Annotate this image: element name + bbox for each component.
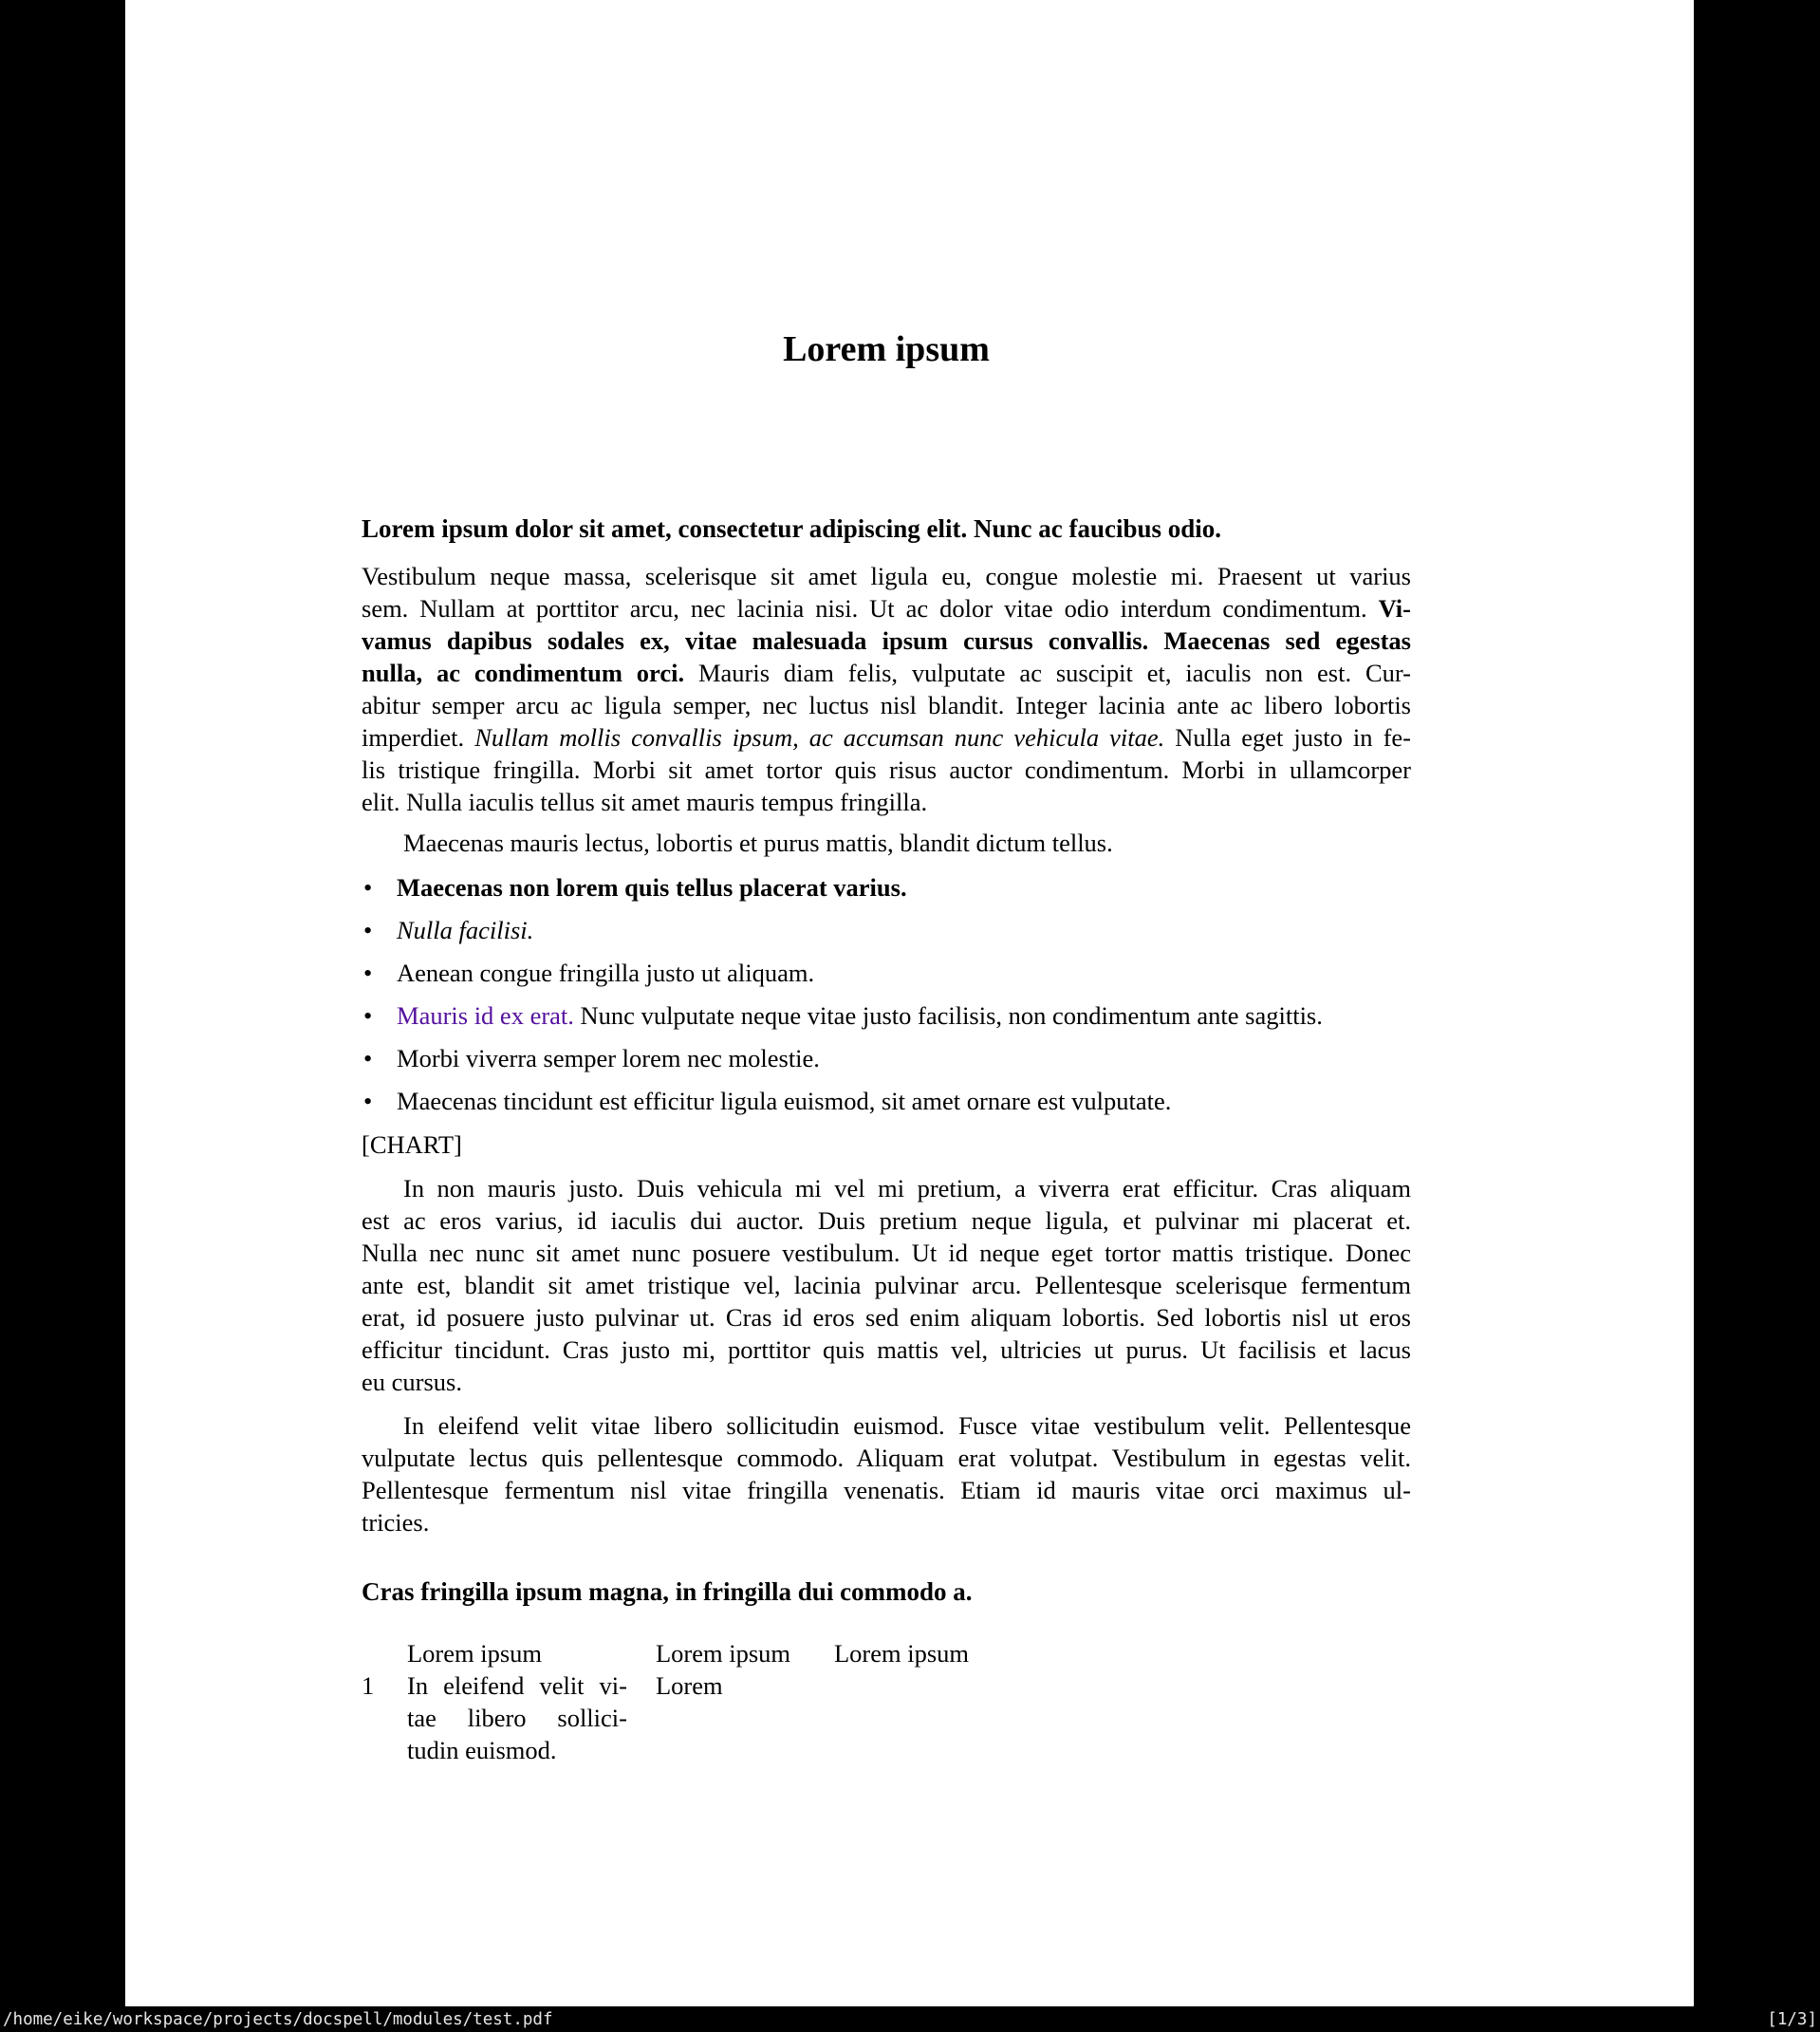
text-run: tae libero sollici- [407, 1704, 627, 1732]
inline-link[interactable]: Mauris id ex erat. [397, 1001, 574, 1030]
table-header-cell-2: Lorem ipsum [656, 1639, 791, 1668]
table-header-cell-1: Lorem ipsum [407, 1639, 543, 1668]
text-line [362, 754, 1411, 786]
text-run: Nulla facilisi. [397, 916, 534, 944]
status-file-path: /home/eike/workspace/projects/docspell/modules/test.pdf [3, 2009, 553, 2029]
status-bar [0, 2006, 1820, 2032]
text-run: elit. Nulla iaculis tellus sit amet mauris tempus fringilla. [362, 788, 928, 816]
text-line [362, 560, 1411, 592]
bullet-icon: • [363, 873, 373, 902]
text-line [362, 721, 1411, 754]
text-run: efficitur tincidunt. Cras justo mi, porttitor quis mattis vel, ultricies ut purus. Ut facilisis et lacus [362, 1335, 1411, 1364]
text-run: ante est, blandit sit amet tristique vel, lacinia pulvinar arcu. Pellentesque scelerisque fermentum [362, 1271, 1411, 1299]
text-line [362, 1366, 1411, 1398]
text-run: nulla, ac condimentum orci. [362, 659, 685, 687]
bullet-list [362, 871, 1411, 1117]
bullet-icon: • [363, 1044, 373, 1072]
text-run: tudin euismod. [407, 1736, 557, 1764]
text-run: erat, id posuere justo pulvinar ut. Cras id eros sed enim aliquam lobortis. Sed lobortis nisl ut eros [362, 1303, 1411, 1332]
text-line [362, 1333, 1411, 1366]
text-run: Mauris diam felis, vulputate ac suscipit et, iaculis non est. Cur- [684, 659, 1411, 687]
text-line [362, 1442, 1411, 1474]
text-run: lis tristique fringilla. Morbi sit amet tortor quis risus auctor condimentum. Morbi in ullamcorper [362, 755, 1411, 784]
text-run: Vi- [1378, 594, 1411, 623]
section-heading-2: Cras fringilla ipsum magna, in fringilla dui commodo a. [362, 1577, 973, 1606]
text-line [362, 1172, 1411, 1204]
table-cell-row-number: 1 [362, 1671, 375, 1700]
section-heading-1: Lorem ipsum dolor sit amet, consectetur adipiscing elit. Nunc ac faucibus odio. [362, 514, 1222, 543]
text-line [362, 1204, 1411, 1237]
text-line [362, 689, 1411, 721]
bullet-item [362, 1085, 1411, 1117]
text-line [362, 1301, 1411, 1333]
paragraph-2 [362, 1172, 1411, 1398]
text-line [362, 1237, 1411, 1269]
text-run: Vestibulum neque massa, scelerisque sit amet ligula eu, congue molestie mi. Praesent ut varius [362, 562, 1411, 590]
table-cell-text [407, 1669, 627, 1766]
bullet-icon: • [363, 1087, 373, 1115]
document-content [362, 0, 1411, 1766]
bullet-item [362, 1042, 1411, 1074]
table-cell-lorem: Lorem [656, 1671, 723, 1700]
text-line [407, 1669, 627, 1702]
text-run: Nunc vulputate neque vitae justo facilisis, non condimentum ante sagittis. [573, 1001, 1323, 1030]
table-header-cell-num [362, 1637, 407, 1669]
text-run: In eleifend velit vi- [407, 1671, 627, 1700]
text-line [362, 1269, 1411, 1301]
text-line [362, 1474, 1411, 1506]
bullet-icon: • [363, 959, 373, 987]
text-run: tricies. [362, 1508, 430, 1537]
text-run: Nulla eget justo in fe- [1164, 723, 1411, 752]
text-run: vulputate lectus quis pellentesque commodo. Aliquam erat volutpat. Vestibulum in egestas velit. [362, 1444, 1411, 1472]
bullet-item [362, 999, 1411, 1032]
text-line [362, 786, 1411, 818]
chart-placeholder: [CHART] [362, 1130, 462, 1159]
table-header-cell-3: Lorem ipsum [834, 1639, 970, 1668]
text-run: Aenean congue fringilla justo ut aliquam. [397, 959, 815, 987]
text-line [407, 1702, 627, 1734]
text-line [362, 1409, 1411, 1442]
text-run: abitur semper arcu ac ligula semper, nec luctus nisl blandit. Integer lacinia ante ac libero lobortis [362, 691, 1411, 719]
bullet-item [362, 957, 1411, 989]
document-page[interactable] [125, 0, 1694, 2006]
text-line [362, 592, 1411, 625]
text-run: vamus dapibus sodales ex, vitae malesuada ipsum cursus convallis. Maecenas sed egestas [362, 626, 1411, 655]
text-run: imperdiet. [362, 723, 475, 752]
bullet-item [362, 914, 1411, 946]
text-run: Nulla nec nunc sit amet nunc posuere vestibulum. Ut id neque eget tortor mattis tristique. Donec [362, 1239, 1411, 1267]
text-run: In eleifend velit vitae libero sollicitudin euismod. Fusce vitae vestibulum velit. Pellentesque [403, 1411, 1411, 1440]
text-run: Nullam mollis convallis ipsum, ac accumsan nunc vehicula vitae. [474, 723, 1165, 752]
text-run: Maecenas tincidunt est efficitur ligula euismod, sit amet ornare est vulputate. [397, 1087, 1172, 1115]
document-title: Lorem ipsum [783, 329, 990, 369]
text-run: eu cursus. [362, 1368, 462, 1396]
text-run: est ac eros varius, id iaculis dui auctor. Duis pretium neque ligula, et pulvinar mi placerat et. [362, 1206, 1411, 1235]
text-run: Morbi viverra semper lorem nec molestie. [397, 1044, 820, 1072]
bullet-item [362, 871, 1411, 904]
text-run: sem. Nullam at porttitor arcu, nec lacinia nisi. Ut ac dolor vitae odio interdum condimentum. [362, 594, 1379, 623]
data-table [362, 1637, 1411, 1766]
bullet-icon: • [363, 1001, 373, 1030]
paragraph-indented: Maecenas mauris lectus, lobortis et purus mattis, blandit dictum tellus. [403, 829, 1113, 857]
bullet-icon: • [363, 916, 373, 944]
text-line [362, 1506, 1411, 1538]
text-run: In non mauris justo. Duis vehicula mi vel mi pretium, a viverra erat efficitur. Cras aliquam [403, 1174, 1411, 1202]
text-line [362, 625, 1411, 657]
text-run: Maecenas non lorem quis tellus placerat varius. [397, 873, 907, 902]
paragraph-1 [362, 560, 1411, 818]
status-page-indicator: [1/3] [1767, 2009, 1817, 2029]
text-run: Pellentesque fermentum nisl vitae fringilla venenatis. Etiam id mauris vitae orci maximus ul- [362, 1476, 1411, 1504]
paragraph-3 [362, 1409, 1411, 1538]
text-line [407, 1734, 627, 1766]
table-cell-empty [834, 1669, 984, 1766]
text-line [362, 657, 1411, 689]
